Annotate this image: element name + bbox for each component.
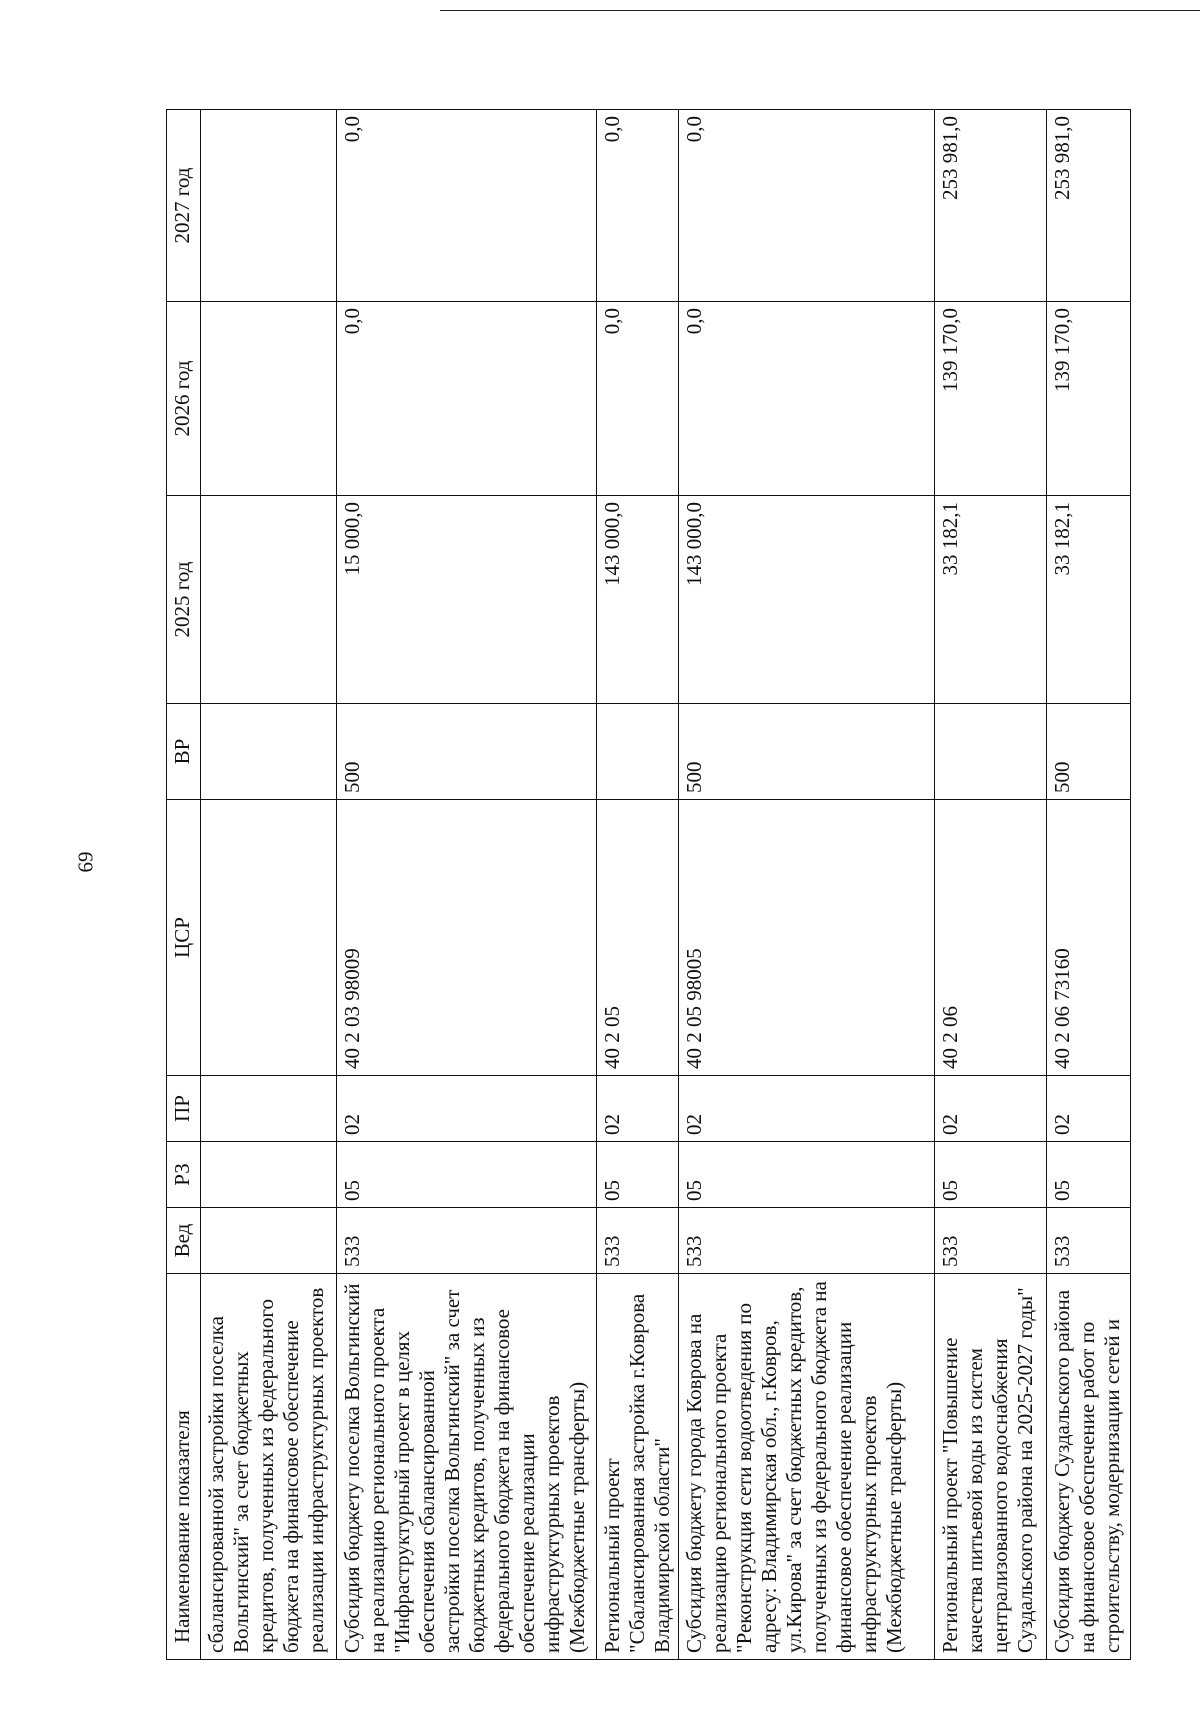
table-row — [597, 110, 679, 1660]
row-2026: 0,0 — [597, 302, 679, 496]
row-vr: 500 — [1047, 704, 1131, 800]
budget-table — [166, 109, 1131, 1660]
row-2025: 15 000,0 — [337, 496, 597, 704]
row-name: Региональный проект "Повышение качества питьевой воды из систем централизованного водоснабжения Суздальского района на 2025-2027 годы" — [935, 1274, 1047, 1660]
row-2026 — [201, 302, 337, 496]
row-2026: 0,0 — [679, 302, 935, 496]
row-2026: 139 170,0 — [935, 302, 1047, 496]
page-number: 69 — [73, 851, 98, 873]
row-pr: 02 — [337, 1076, 597, 1142]
row-2025: 143 000,0 — [679, 496, 935, 704]
header-2025: 2025 год — [167, 496, 201, 704]
row-ved: 533 — [679, 1208, 935, 1274]
row-rz: 05 — [337, 1142, 597, 1208]
row-ved — [201, 1208, 337, 1274]
table-row — [935, 110, 1047, 1660]
row-rz — [201, 1142, 337, 1208]
row-ved: 533 — [935, 1208, 1047, 1274]
row-csr — [201, 800, 337, 1076]
row-csr: 40 2 05 — [597, 800, 679, 1076]
rotated-table-wrapper — [166, 110, 1130, 1660]
row-pr: 02 — [597, 1076, 679, 1142]
row-2027: 0,0 — [337, 110, 597, 302]
row-pr: 02 — [935, 1076, 1047, 1142]
row-name: Субсидия бюджету поселка Вольгинский на реализацию регионального проекта "Инфраструктурный проект в целях обеспечения сбалансированной застройки поселка Вольгинский" за счет бюджетных кредитов, полученных из федерального бюджета на финансовое обеспечение реализации инфраструктурных проектов (Межбюджетные трансферты) — [337, 1274, 597, 1660]
row-2025: 33 182,1 — [935, 496, 1047, 704]
row-rz: 05 — [597, 1142, 679, 1208]
header-csr: ЦСР — [167, 800, 201, 1076]
row-rz: 05 — [679, 1142, 935, 1208]
row-pr — [201, 1076, 337, 1142]
row-2027: 253 981,0 — [1047, 110, 1131, 302]
table-row — [201, 110, 337, 1660]
row-2027: 0,0 — [597, 110, 679, 302]
header-rz: РЗ — [167, 1142, 201, 1208]
row-2025: 143 000,0 — [597, 496, 679, 704]
row-rz: 05 — [1047, 1142, 1131, 1208]
table-header-row — [167, 110, 201, 1660]
row-ved: 533 — [337, 1208, 597, 1274]
row-ved: 533 — [597, 1208, 679, 1274]
row-vr — [201, 704, 337, 800]
header-pr: ПР — [167, 1076, 201, 1142]
row-name: Субсидия бюджету Суздальского района на финансовое обеспечение работ по строительству, модернизации сетей и — [1047, 1274, 1131, 1660]
header-vr: ВР — [167, 704, 201, 800]
row-pr: 02 — [1047, 1076, 1131, 1142]
table-row — [1047, 110, 1131, 1660]
row-2027: 253 981,0 — [935, 110, 1047, 302]
row-ved: 533 — [1047, 1208, 1131, 1274]
top-rule — [440, 10, 1200, 11]
row-name: сбалансированной застройки поселка Вольгинский" за счет бюджетных кредитов, полученных из федерального бюджета на финансовое обеспечение реализации инфраструктурных проектов — [201, 1274, 337, 1660]
row-name: Региональный проект "Сбалансированная застройка г.Коврова Владимирской области" — [597, 1274, 679, 1660]
row-csr: 40 2 06 73160 — [1047, 800, 1131, 1076]
row-vr: 500 — [679, 704, 935, 800]
row-2026: 0,0 — [337, 302, 597, 496]
row-vr — [935, 704, 1047, 800]
header-name: Наименование показателя — [167, 1274, 201, 1660]
row-name: Субсидия бюджету города Коврова на реализацию регионального проекта "Реконструкция сети водоотведения по адресу: Владимирская обл., г.Ковров, ул.Кирова" за счет бюджетных кредитов, полученных из федерального бюджета на финансовое обеспечение реализации инфраструктурных проектов (Межбюджетные трансферты) — [679, 1274, 935, 1660]
table-row — [679, 110, 935, 1660]
row-2027: 0,0 — [679, 110, 935, 302]
table-row — [337, 110, 597, 1660]
header-2027: 2027 год — [167, 110, 201, 302]
row-vr — [597, 704, 679, 800]
row-2025: 33 182,1 — [1047, 496, 1131, 704]
row-2026: 139 170,0 — [1047, 302, 1131, 496]
header-2026: 2026 год — [167, 302, 201, 496]
row-csr: 40 2 05 98005 — [679, 800, 935, 1076]
row-csr: 40 2 06 — [935, 800, 1047, 1076]
row-csr: 40 2 03 98009 — [337, 800, 597, 1076]
row-2025 — [201, 496, 337, 704]
row-vr: 500 — [337, 704, 597, 800]
row-2027 — [201, 110, 337, 302]
header-ved: Вед — [167, 1208, 201, 1274]
row-pr: 02 — [679, 1076, 935, 1142]
row-rz: 05 — [935, 1142, 1047, 1208]
